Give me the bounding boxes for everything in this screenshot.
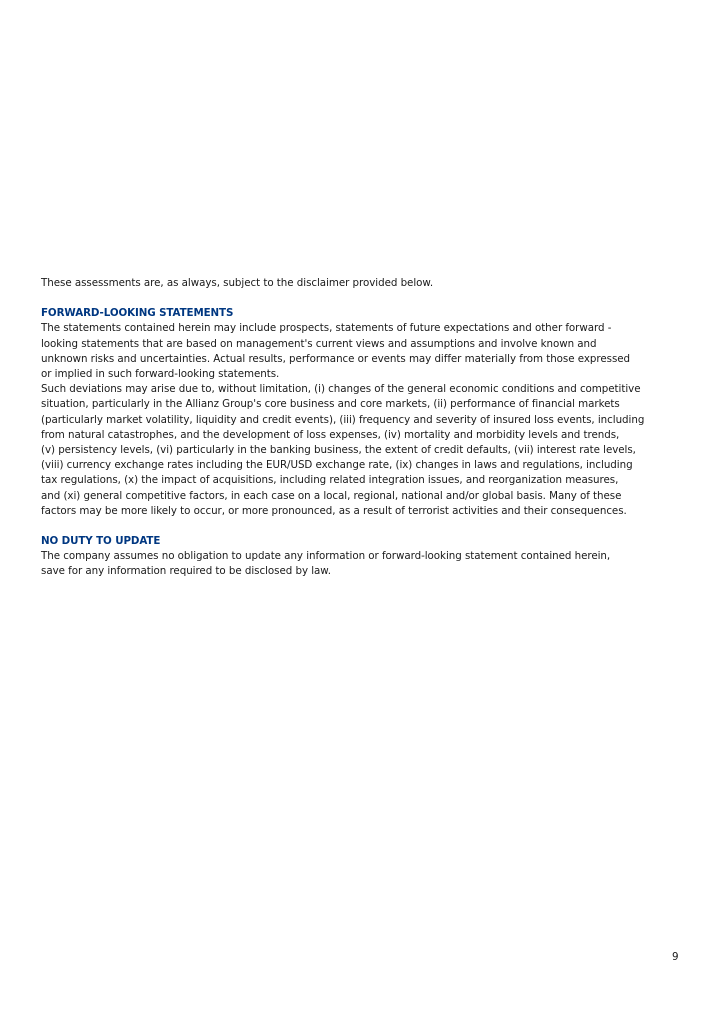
disclaimer-content xyxy=(41,276,701,580)
forward-looking-line: tax regulations, (x) the impact of acquisitions, including related integration issues, and reorganization measures, xyxy=(41,474,619,487)
forward-looking-line: and (xi) general competitive factors, in each case on a local, regional, national and/or global basis. Many of these xyxy=(41,489,622,502)
page-number: 9 xyxy=(672,951,679,963)
no-duty-line: The company assumes no obligation to update any information or forward-looking statement contained herein, xyxy=(41,550,611,563)
forward-looking-line: from natural catastrophes, and the development of loss expenses, (iv) mortality and morbidity levels and trends, xyxy=(41,428,620,441)
no-duty-line: save for any information required to be disclosed by law. xyxy=(41,565,331,578)
forward-looking-line: or implied in such forward-looking statements. xyxy=(41,368,280,381)
forward-looking-line: The statements contained herein may include prospects, statements of future expectations and other forward - xyxy=(41,322,612,335)
forward-looking-line: (viii) currency exchange rates including the EUR/USD exchange rate, (ix) changes in laws and regulations, including xyxy=(41,459,633,472)
forward-looking-line: looking statements that are based on management's current views and assumptions and involve known and xyxy=(41,337,597,350)
forward-looking-line: unknown risks and uncertainties. Actual results, performance or events may differ materially from those expressed xyxy=(41,352,631,365)
no-duty-section xyxy=(41,534,701,580)
forward-looking-line: (v) persistency levels, (vi) particularly in the banking business, the extent of credit defaults, (vii) interest rate levels, xyxy=(41,444,636,457)
intro-text: These assessments are, as always, subject to the disclaimer provided below. xyxy=(41,277,434,289)
no-duty-heading: NO DUTY TO UPDATE xyxy=(41,535,161,548)
forward-looking-line: situation, particularly in the Allianz Group's core business and core markets, (ii) performance of financial markets xyxy=(41,398,620,411)
forward-looking-line: (particularly market volatility, liquidity and credit events), (iii) frequency and severity of insured loss events, including xyxy=(41,413,645,426)
forward-looking-heading: FORWARD-LOOKING STATEMENTS xyxy=(41,307,234,320)
forward-looking-section xyxy=(41,306,701,519)
forward-looking-line: Such deviations may arise due to, without limitation, (i) changes of the general economic conditions and competitive xyxy=(41,383,641,396)
forward-looking-line: factors may be more likely to occur, or more pronounced, as a result of terrorist activities and their consequences. xyxy=(41,504,627,517)
